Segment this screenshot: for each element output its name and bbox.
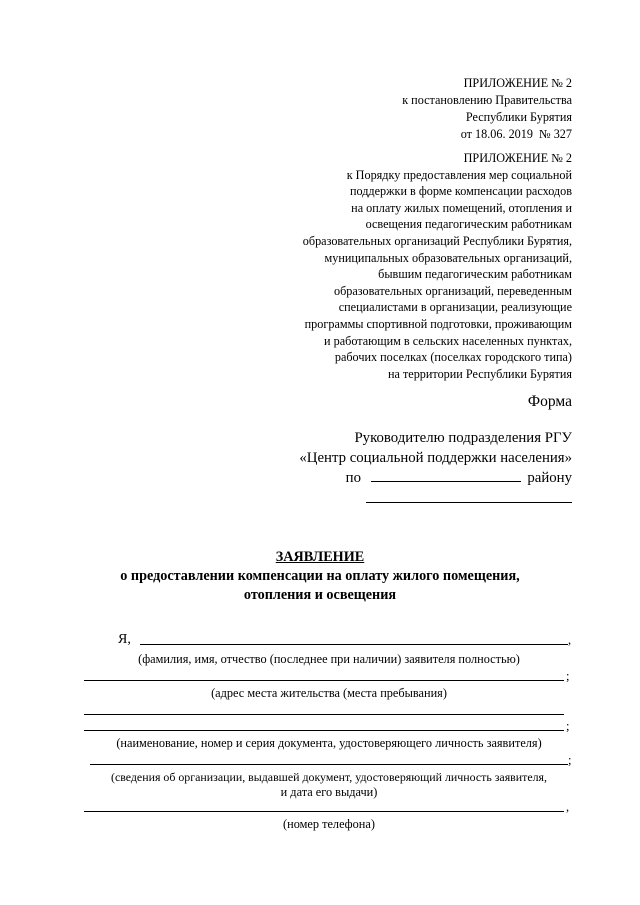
annex-order-line: рабочих поселках (поселках городского типа) — [334, 350, 572, 365]
annex-header-line: Республики Бурятия — [465, 110, 572, 124]
annex-order-line: муниципальных образовательных организаций, — [324, 250, 572, 265]
annex-header-line: к постановлению Правительства — [402, 93, 572, 107]
recipient-block — [299, 428, 572, 503]
issuer-row — [84, 752, 574, 766]
caption-issuer-2: и дата его выдачи) — [280, 785, 378, 799]
annex-order-line: специалистами в организации, реализующие — [338, 300, 572, 315]
address-semicolon: ; — [566, 669, 570, 683]
annex-order-line: ПРИЛОЖЕНИЕ № 2 — [463, 151, 572, 165]
fio-row — [84, 632, 574, 646]
issuer-semicolon: ; — [568, 753, 572, 767]
document-field-1[interactable] — [84, 714, 564, 715]
caption-fio: (фамилия, имя, отчество (последнее при наличии) заявителя полностью) — [138, 652, 520, 666]
address-row — [84, 668, 574, 682]
annex-order-line: и работающим в сельских населенных пунктах, — [324, 333, 572, 348]
recipient-by-suffix: району — [527, 470, 572, 486]
phone-comma: , — [566, 800, 570, 814]
caption-document: (наименование, номер и серия документа, удостоверяющего личность заявителя) — [116, 736, 542, 750]
document-field-2[interactable] — [84, 730, 564, 731]
document-row-1 — [84, 702, 574, 716]
annex-order-line: образовательных организаций Республики Бурятия, — [302, 233, 572, 248]
caption-address: (адрес места жительства (места пребывания) — [211, 686, 447, 700]
annex-order-line: образовательных организаций, переведенным — [334, 283, 572, 298]
recipient-extra-field[interactable] — [366, 488, 572, 503]
phone-field[interactable] — [84, 811, 564, 812]
annex-order-line: освещения педагогическим работникам — [365, 217, 572, 232]
recipient-district-row — [299, 468, 572, 488]
caption-issuer-1: (сведения об организации, выдавшей документ, удостоверяющий личность заявителя, — [110, 770, 547, 784]
recipient-line-1: Руководителю подразделения РГУ — [354, 430, 572, 446]
annex-header-line: от 18.06. 2019 № 327 — [460, 127, 572, 141]
recipient-line-2: «Центр социальной поддержки населения» — [299, 450, 572, 466]
annex-order-line: на территории Республики Бурятия — [388, 366, 572, 381]
annex-order-line: к Порядку предоставления мер социальной — [346, 167, 572, 182]
i-prefix: Я, — [118, 632, 131, 647]
annex-order-line: на оплату жилых помещений, отопления и — [351, 200, 572, 215]
annex-header-line: ПРИЛОЖЕНИЕ № 2 — [463, 76, 572, 90]
fio-field[interactable] — [140, 644, 568, 645]
title-sub-2: отопления и освещения — [243, 587, 397, 603]
document-row-2 — [84, 718, 574, 732]
annex-order-line: бывшим педагогическим работникам — [378, 267, 572, 282]
annex-order — [303, 150, 572, 382]
document-semicolon: ; — [566, 719, 570, 733]
issuer-field[interactable] — [90, 764, 568, 765]
document-title — [0, 548, 640, 605]
district-field[interactable] — [371, 469, 521, 482]
form-label: Форма — [527, 393, 572, 410]
address-field[interactable] — [84, 680, 564, 681]
annex-order-line: программы спортивной подготовки, проживающим — [304, 316, 572, 331]
annex-order-line: поддержки в форме компенсации расходов — [349, 184, 572, 199]
annex-header — [402, 75, 572, 143]
fio-comma: , — [568, 633, 572, 647]
title-main: ЗАЯВЛЕНИЕ — [275, 549, 365, 565]
phone-row — [84, 799, 574, 813]
recipient-by-prefix: по — [345, 470, 361, 486]
caption-phone: (номер телефона) — [283, 817, 375, 831]
title-sub-1: о предоставлении компенсации на оплату жилого помещения, — [120, 568, 520, 584]
